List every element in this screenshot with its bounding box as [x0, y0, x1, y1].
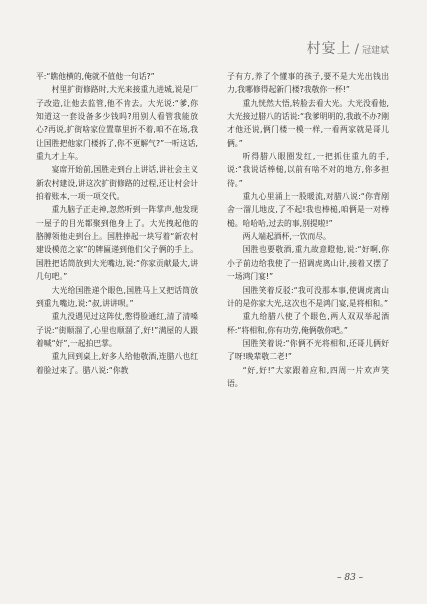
paragraph: 子有方,养了个懂事的孩子,要不是大光出钱出力,我哪修得起新门楼?我敬你一杯!” [227, 72, 389, 95]
paragraph: 宴席开始前,国胜走到台上讲话,讲社会主义新农村建设,讲这次扩街修路的过程,还让村会计拍着账本,一项一项交代。 [36, 165, 198, 202]
header-separator: / [354, 42, 359, 57]
paragraph: “好,好!”大家跟着应和,四周一片欢声笑语。 [227, 365, 389, 388]
running-header [307, 38, 389, 58]
story-title: 村宴上 [306, 41, 352, 57]
right-text-column [227, 70, 389, 390]
paragraph: 重九给腊八使了个眼色,两人双双举起酒杯:“将相和,你有功劳,俺俩敬你吧。” [227, 312, 389, 335]
paragraph: 国胜笑着说:“你俩不光将相和,还哥儿俩好了呀!晚辈敬二老!” [227, 338, 389, 362]
paragraph: 重九恍然大悟,转脸去看大光。大光没看他,大光接过腊八的话说:“我爹明明的,我敢不办?刚才他还说,俩门楼一模一样,一看两家就是哥儿俩。” [227, 98, 389, 148]
paragraph: 重九脑子正走神,忽然听到一阵掌声,他发现一屋子的目光都聚到他身上了。大光拽起他的胳膊领他走到台上。国胜捧起一块写着“新农村建设模范之家”的牌匾递到他们父子俩的手上。国胜把话筒放到大光嘴边,说:“你家贡献最大,讲几句吧。” [36, 205, 198, 282]
paragraph: 两人端起酒杯,一饮而尽。 [242, 232, 331, 242]
page-number: – 83 – [337, 573, 364, 583]
paragraph: 听得腊八眼圈发红,一把抓住重九的手,说:“我说话棒槌,以前有啥不对的地方,你多担待。” [227, 152, 389, 188]
paragraph: 重九心里涌上一股暖流,对腊八说:“你背剐舍一溜儿地皮,了不起!我也棒槌,咱俩是一对棒槌。哈哈哈,过去的事,别提啦!” [227, 192, 389, 228]
paragraph: 重九没遇见过这阵仗,憋得脸通红,清了清嗓子说:“街顺溜了,心里也顺溜了,好!”满屋的人跟着喊“好”,一起拍巴掌。 [36, 312, 198, 348]
paragraph: 大光给国胜递个眼色,国胜马上又把话筒放到重九嘴边,说:“叔,讲讲呗。” [36, 285, 198, 308]
paragraph: 国胜也要敬酒,重九故意瞪他,说:“好啊,你小子前边给我使了一招调虎离山计,接着又摆了一场鸿门宴!” [227, 245, 389, 282]
paragraph: 重九回到桌上,好多人给他敬酒,连腊八也红着脸过来了。腊八说:“你教 [36, 352, 198, 375]
paragraph: 平:“瞧他横的,俺就不值他一句话?” [36, 72, 155, 81]
left-text-column [36, 70, 198, 377]
author-name: 冠建斌 [361, 46, 389, 56]
paragraph: 村里扩街修路时,大光来接重九进城,说是厂子改造,让他去监管,他不肯去。大光说:“爹,你知道这一套设备多少钱吗?用别人看管我能放心?再说,扩街啥家位置靠里折不着,咱不在场,我让国胜把他家门楼拆了,你不更解气?”一听这话,重九才上车。 [36, 85, 198, 162]
paragraph: 国胜笑着反驳:“我可没那本事,使调虎离山计的是你家大光,这次也不是鸿门宴,是将相和。” [227, 285, 389, 308]
